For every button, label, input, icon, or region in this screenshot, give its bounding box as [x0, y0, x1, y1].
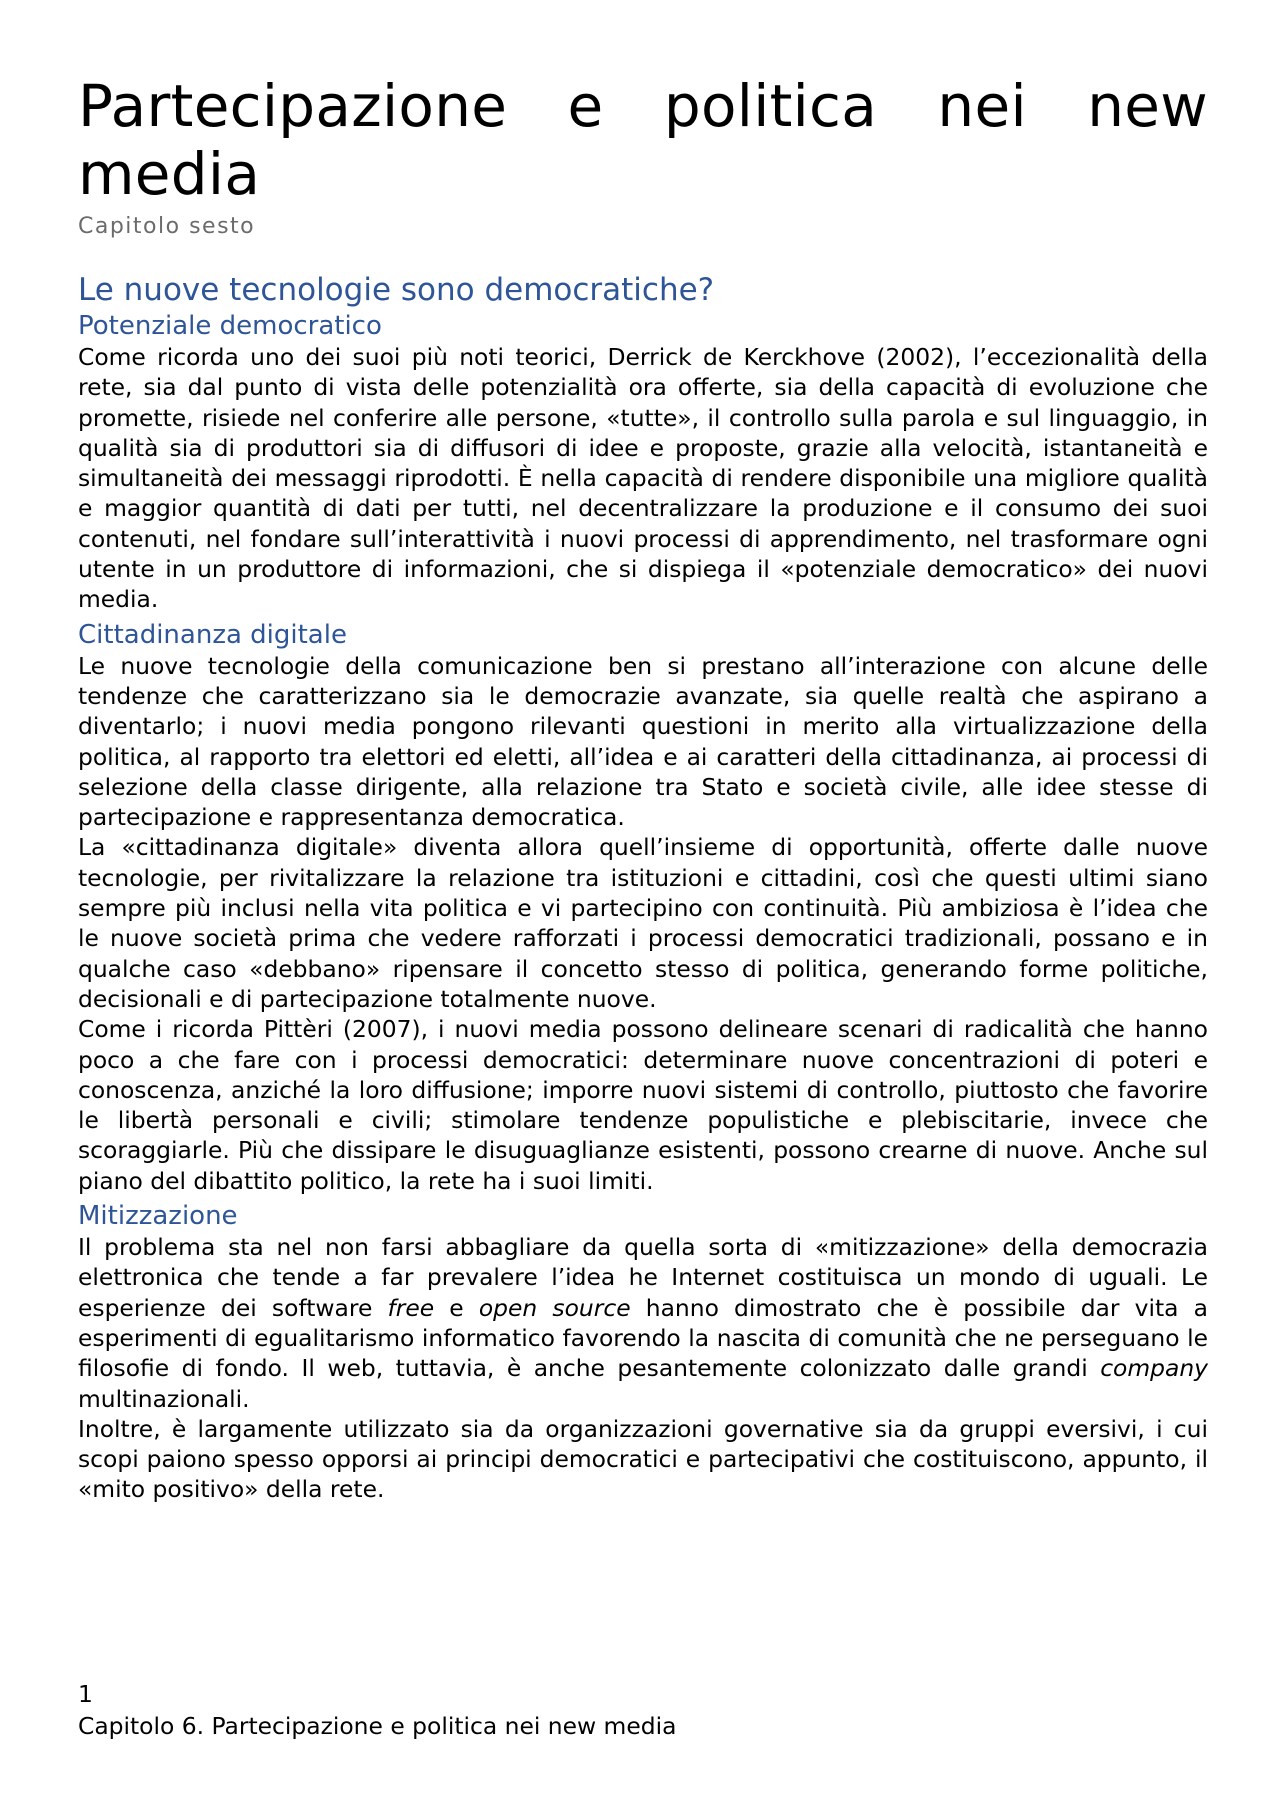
- text-run: hanno dimostrato che è possibile dar vita a esperimenti di egualitarismo informatico favorendo la nascita di comunità che ne perseguano le filosofie di fondo. Il web, tuttavia, è anche pesantemente colonizzato dalle grandi: [78, 1293, 1208, 1383]
- paragraph-mitizzazione-1: [78, 1232, 1208, 1414]
- paragraph-cittadinanza-1: Le nuove tecnologie della comunicazione ben si prestano all’interazione con alcune delle tendenze che caratterizzano sia le democrazie avanzate, sia quelle realtà che aspirano a diventarlo; i nuovi media pongono rilevanti questioni in merito alla virtualizzazione della politica, al rapporto tra elettori ed eletti, all’idea e ai caratteri della cittadinanza, ai processi di selezione della classe dirigente, alla relazione tra Stato e società civile, alle idee stesse di partecipazione e rappresentanza democratica.: [78, 651, 1208, 832]
- italic-term-free: free: [387, 1293, 435, 1322]
- text-run: e: [434, 1293, 479, 1322]
- paragraph-potenziale-1: Come ricorda uno dei suoi più noti teorici, Derrick de Kerckhove (2002), l’eccezionalità della rete, sia dal punto di vista delle potenzialità ora offerte, sia della capacità di evoluzione che promette, risiede nel conferire alle persone, «tutte», il controllo sulla parola e sul linguaggio, in qualità sia di produttori sia di diffusori di idee e proposte, grazie alla velocità, istantaneità e simultaneità dei messaggi riprodotti. È nella capacità di rendere disponibile una migliore qualità e maggior quantità di dati per tutti, nel decentralizzare la produzione e il consumo dei suoi contenuti, nel fondare sull’interattività i nuovi processi di apprendimento, nel trasformare ogni utente in un produttore di informazioni, che si dispiega il «potenziale democratico» dei nuovi media.: [78, 343, 1208, 614]
- paragraph-cittadinanza-2: La «cittadinanza digitale» diventa allora quell’insieme di opportunità, offerte dalle nuove tecnologie, per rivitalizzare la relazione tra istituzioni e cittadini, così che questi ultimi siano sempre più inclusi nella vita politica e vi partecipino con continuità. Più ambiziosa è l’idea che le nuove società prima che vedere rafforzati i processi democratici tradizionali, possano e in qualche caso «debbano» ripensare il concetto stesso di politica, generando forme politiche, decisionali e di partecipazione totalmente nuove.: [78, 833, 1208, 1013]
- document-title: Partecipazione e politica nei new media: [78, 72, 1208, 208]
- text-run: multinazionali.: [78, 1384, 250, 1413]
- paragraph-cittadinanza-3: Come i ricorda Pittèri (2007), i nuovi media possono delineare scenari di radicalità che hanno poco a che fare con i processi democratici: determinare nuove concentrazioni di poteri e conoscenza, anziché la loro diffusione; imporre nuovi sistemi di controllo, piuttosto che favorire le libertà personali e civili; stimolare tendenze populistiche e plebiscitarie, invece che scoraggiarle. Più che dissipare le disuguaglianze esistenti, possono crearne di nuove. Anche sul piano del dibattito politico, la rete ha i suoi limiti.: [78, 1015, 1208, 1195]
- section-heading: Le nuove tecnologie sono democratiche?: [78, 272, 715, 308]
- italic-term-company: company: [1100, 1354, 1208, 1383]
- page-content: [78, 72, 1208, 1505]
- text-run: Il problema sta nel non farsi abbagliare da quella sorta di «mitizzazione» della democrazia elettronica che tende a far prevalere l’idea he Internet costituisca un mondo di uguali. Le esperienze dei software: [78, 1233, 1208, 1322]
- subheading-cittadinanza-digitale: Cittadinanza digitale: [78, 619, 347, 650]
- running-title: Capitolo 6. Partecipazione e politica nei new media: [78, 1712, 677, 1740]
- subheading-potenziale-democratico: Potenziale democratico: [78, 311, 382, 341]
- paragraph-mitizzazione-2: Inoltre, è largamente utilizzato sia da organizzazioni governative sia da gruppi eversivi, i cui scopi paiono spesso opporsi ai principi democratici e partecipativi che costituiscono, appunto, il «mito positivo» della rete.: [78, 1414, 1208, 1504]
- document-subtitle: Capitolo sesto: [78, 214, 256, 239]
- page-number: 1: [78, 1680, 93, 1708]
- subheading-mitizzazione: Mitizzazione: [78, 1201, 238, 1232]
- page-footer: [78, 1678, 676, 1742]
- italic-term-open-source: open source: [478, 1293, 631, 1322]
